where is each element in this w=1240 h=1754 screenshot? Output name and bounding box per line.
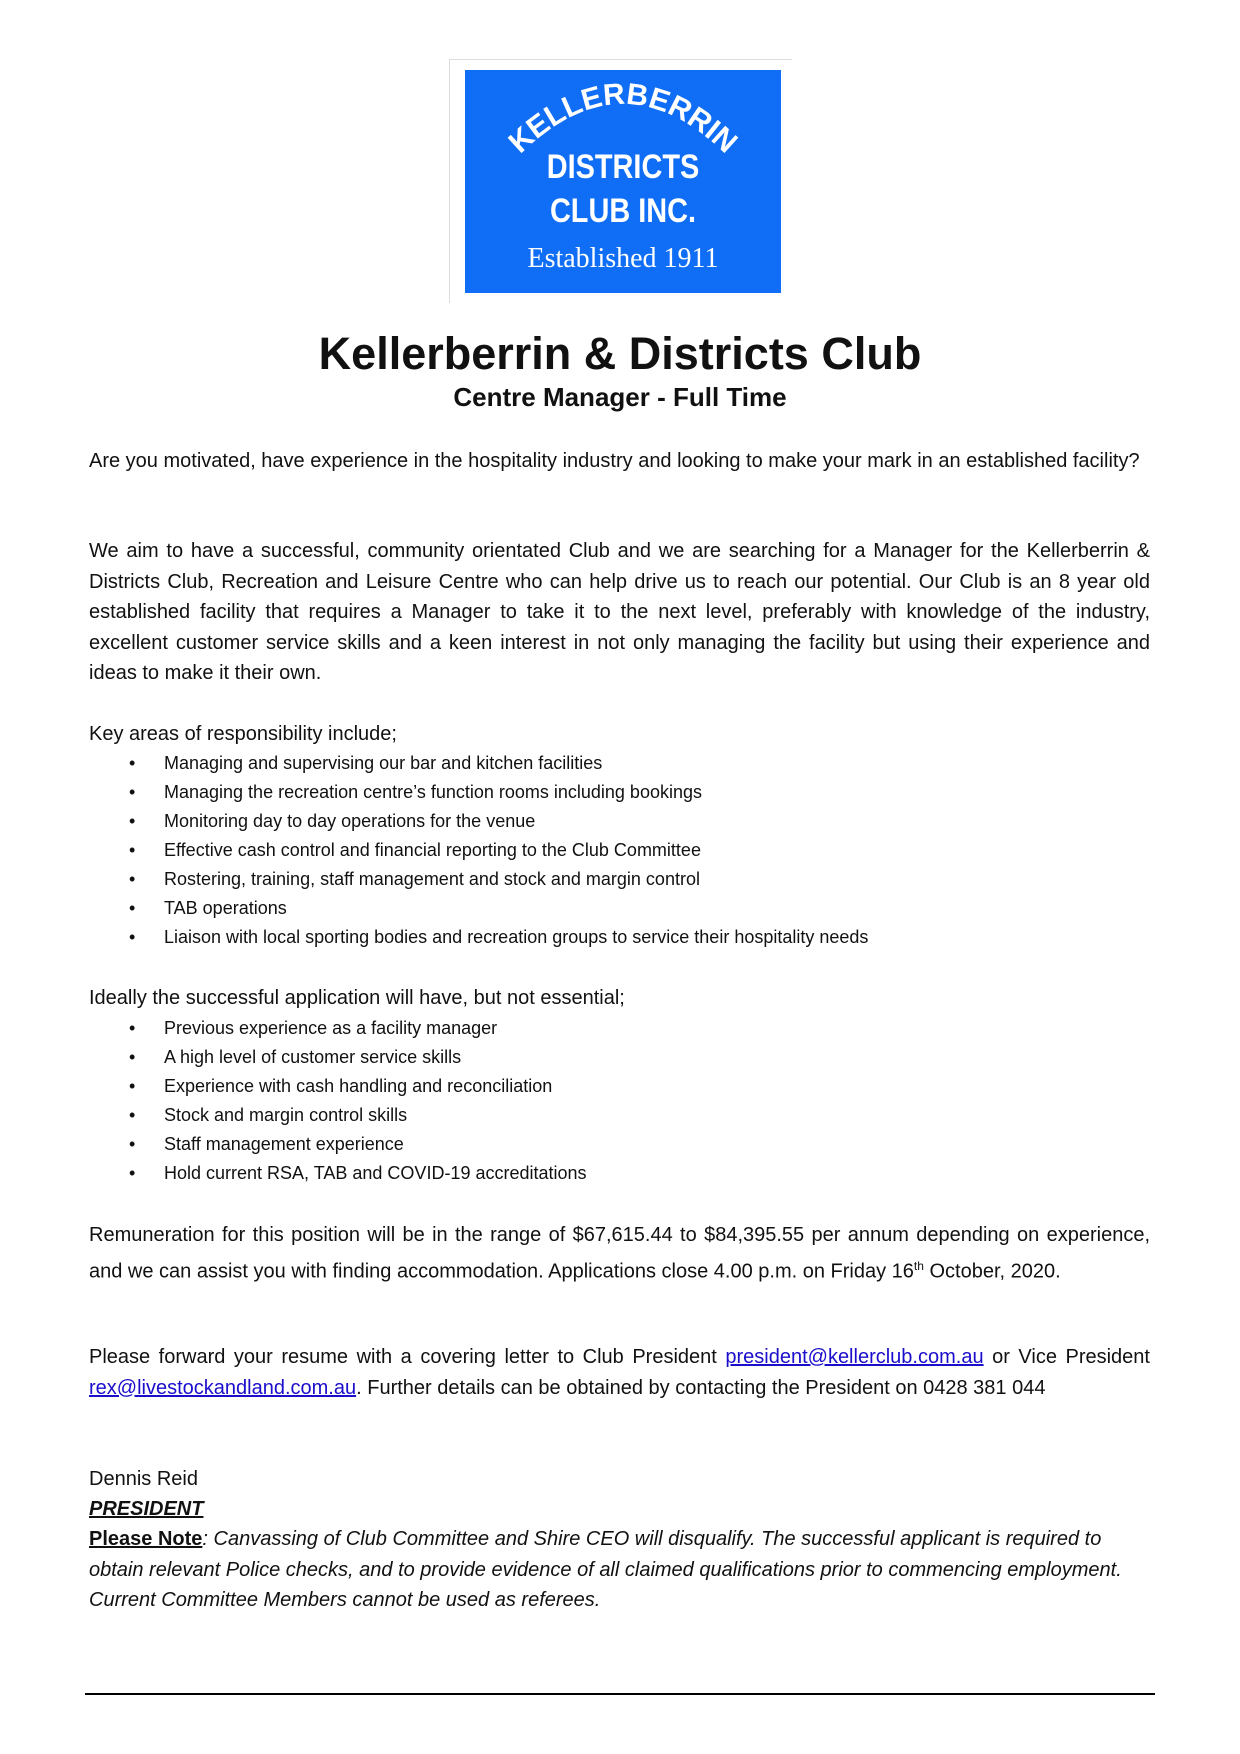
list-item: • Monitoring day to day operations for the venue xyxy=(89,807,868,836)
list-item: • Staff management experience xyxy=(89,1130,587,1159)
list-item: • Previous experience as a facility manager xyxy=(89,1014,587,1043)
bullet-icon: • xyxy=(129,927,136,947)
signature-name: Dennis Reid xyxy=(89,1468,198,1490)
bullet-icon: • xyxy=(129,1163,136,1183)
bullet-icon: • xyxy=(129,1105,136,1125)
list-item: • Liaison with local sporting bodies and recreation groups to service their hospitality needs xyxy=(89,923,868,952)
contact-paragraph: Please forward your resume with a covering letter to Club President president@kellerclub.com.au or Vice President rex@livestockandland.com.au. Further details can be obtained by contacting the President on 0428 381 044 xyxy=(89,1346,1150,1399)
intro-paragraph: Are you motivated, have experience in the hospitality industry and looking to make your mark in an established facility? xyxy=(89,450,1140,472)
bullet-icon: • xyxy=(129,898,136,918)
bullet-icon: • xyxy=(129,753,136,773)
logo-line1: DISTRICTS xyxy=(546,148,700,186)
list-item: • Managing the recreation centre’s function rooms including bookings xyxy=(89,778,868,807)
ideal-list xyxy=(89,1014,587,1188)
bullet-icon: • xyxy=(129,869,136,889)
list-item: • Experience with cash handling and reconciliation xyxy=(89,1072,587,1101)
responsibilities-list xyxy=(89,749,868,952)
bullet-icon: • xyxy=(129,782,136,802)
list-item: • Hold current RSA, TAB and COVID-19 accreditations xyxy=(89,1159,587,1188)
page-subtitle: Centre Manager - Full Time xyxy=(453,382,787,412)
responsibilities-heading: Key areas of responsibility include; xyxy=(89,723,397,745)
logo-line2: CLUB INC. xyxy=(549,192,697,230)
list-item: • Effective cash control and financial reporting to the Club Committee xyxy=(89,836,868,865)
bullet-icon: • xyxy=(129,811,136,831)
list-item: • Rostering, training, staff management and stock and margin control xyxy=(89,865,868,894)
about-paragraph: We aim to have a successful, community orientated Club and we are searching for a Manager for the Kellerberrin & Districts Club, Recreation and Leisure Centre who can help drive us to reach our potential. Our Club is an 8 year old established facility that requires a Manager to take it to the next level, preferably with knowledge of the industry, excellent customer service skills and a keen interest in not only managing the facility but using their experience and ideas to make it their own. xyxy=(89,540,1150,684)
remuneration-paragraph: Remuneration for this position will be in the range of $67,615.44 to $84,395.55 per annum depending on experience, and we can assist you with finding accommodation. Applications close 4.00 p.m. on Friday 16th October, 2020. xyxy=(89,1224,1150,1283)
list-item: • TAB operations xyxy=(89,894,868,923)
bullet-icon: • xyxy=(129,1047,136,1067)
list-item: • A high level of customer service skills xyxy=(89,1043,587,1072)
bullet-icon: • xyxy=(129,1076,136,1096)
bullet-icon: • xyxy=(129,840,136,860)
vice-president-email-link[interactable]: rex@livestockandland.com.au xyxy=(89,1376,357,1399)
bullet-icon: • xyxy=(129,1134,136,1154)
page-title: Kellerberrin & Districts Club xyxy=(318,328,922,379)
ideal-heading: Ideally the successful application will have, but not essential; xyxy=(89,987,625,1009)
footer-divider xyxy=(85,1693,1155,1695)
logo-established: Established 1911 xyxy=(527,243,719,274)
list-item: • Managing and supervising our bar and kitchen facilities xyxy=(89,749,868,778)
bullet-icon: • xyxy=(129,1018,136,1038)
club-logo xyxy=(465,70,781,293)
list-item: • Stock and margin control skills xyxy=(89,1101,587,1130)
signature-role: PRESIDENT xyxy=(89,1498,204,1520)
note-paragraph: Please Note: Canvassing of Club Committee and Shire CEO will disqualify. The successful applicant is required to obtain relevant Police checks, and to provide evidence of all claimed qualifications prior to commencing employment. Current Committee Members cannot be used as referees. xyxy=(89,1528,1122,1611)
logo-arc-text xyxy=(465,70,781,160)
president-email-link[interactable]: president@kellerclub.com.au xyxy=(725,1346,984,1368)
svg-text:KELLERBERRIN: KELLERBERRIN xyxy=(502,77,744,160)
